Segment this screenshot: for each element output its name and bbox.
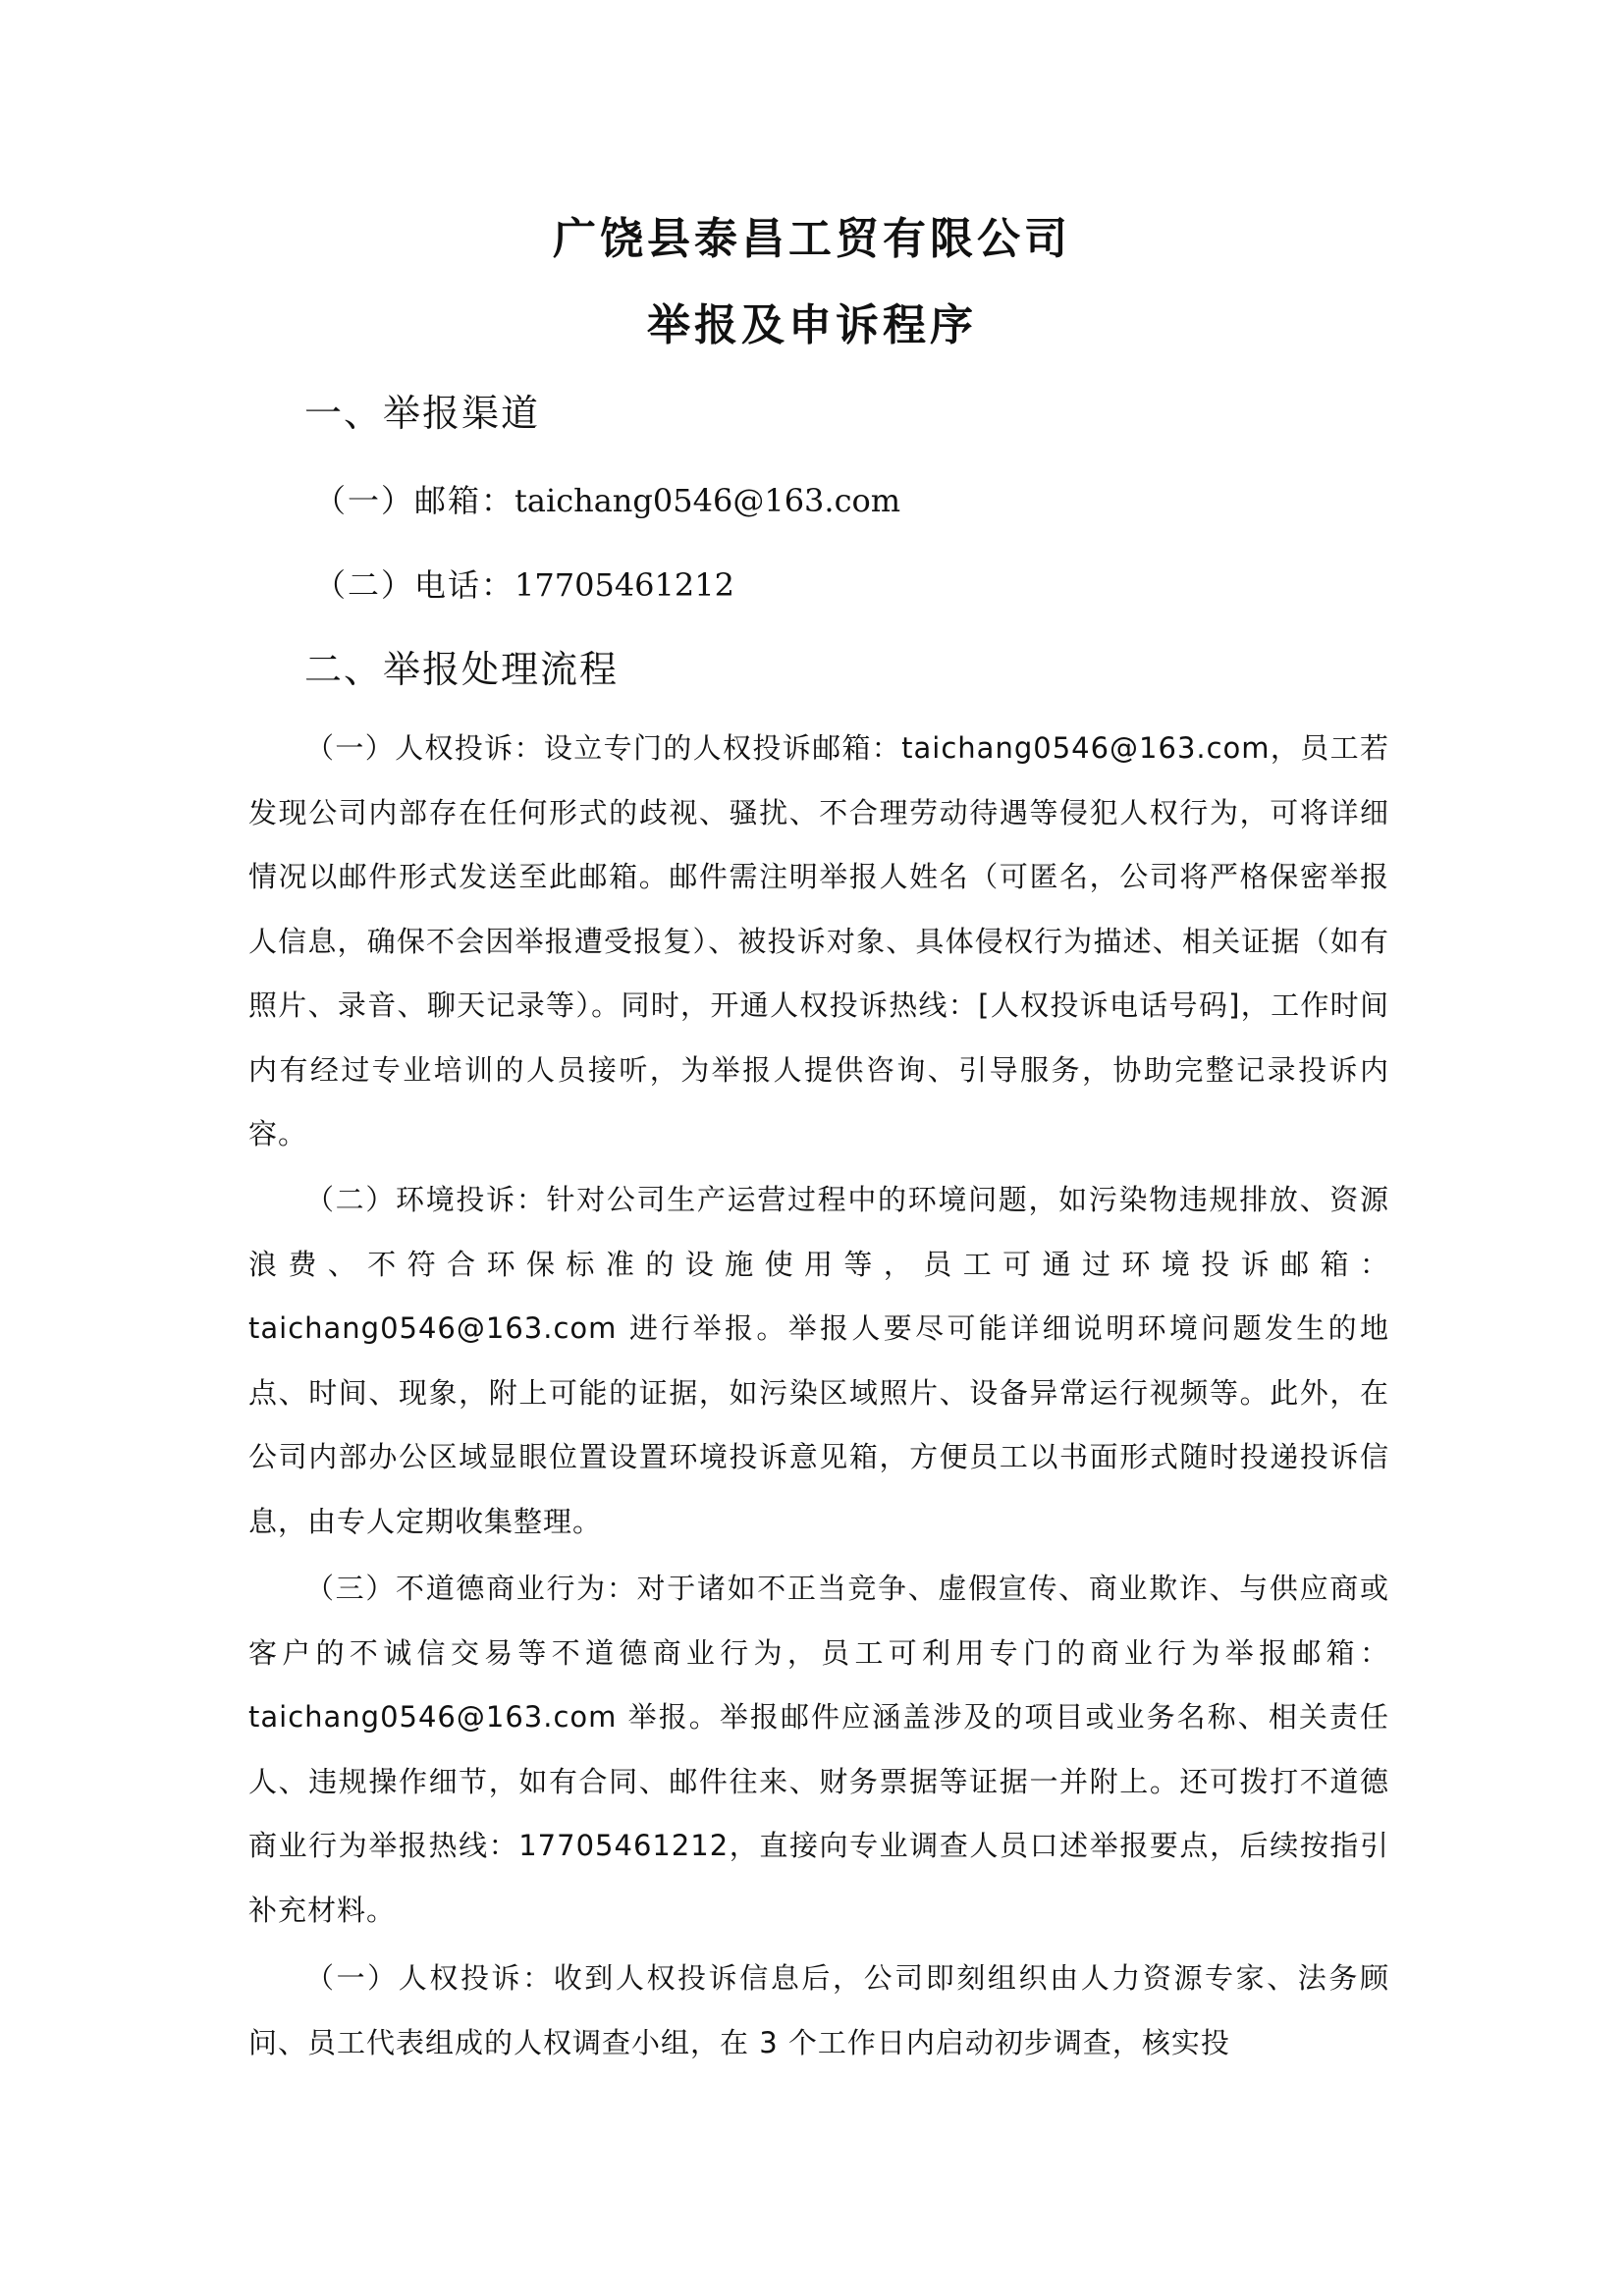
email-value: taichang0546@163.com	[514, 482, 901, 519]
paragraph-human-rights-investigation: （一）人权投诉：收到人权投诉信息后，公司即刻组织由人力资源专家、法务顾问、员工代表组成的人权调查小组，在 3 个工作日内启动初步调查，核实投	[248, 1961, 1389, 2059]
paragraph-unethical-business-conduct: （三）不道德商业行为：对于诸如不正当竞争、虚假宣传、商业欺诈、与供应商或客户的不诚信交易等不道德商业行为，员工可利用专门的商业行为举报邮箱：taichang0546@163.com 举报。举报邮件应涵盖涉及的项目或业务名称、相关责任人、违规操作细节，如有合同、邮件往来、财务票据等证据一并附上。还可拨打不道德商业行为举报热线：17705461212，直接向专业调查人员口述举报要点，后续按指引补充材料。	[248, 1572, 1389, 1927]
paragraph-environmental-complaint: （二）环境投诉：针对公司生产运营过程中的环境问题，如污染物违规排放、资源浪费、不符合环保标准的设施使用等，员工可通过环境投诉邮箱：taichang0546@163.com 进行举报。举报人要尽可能详细说明环境问题发生的地点、时间、现象，附上可能的证据，如污染区域照片、设备异常运行视频等。此外，在公司内部办公区域显眼位置设置环境投诉意见箱，方便员工以书面形式随时投递投诉信息，由专人定期收集整理。	[248, 1183, 1389, 1538]
section-heading-reporting-channels: 一、举报渠道	[304, 392, 541, 435]
paragraph-human-rights-complaint: （一）人权投诉：设立专门的人权投诉邮箱：taichang0546@163.com，员工若发现公司内部存在任何形式的歧视、骚扰、不合理劳动待遇等侵犯人权行为，可将详细情况以邮件形式发送至此邮箱。邮件需注明举报人姓名（可匿名，公司将严格保密举报人信息，确保不会因举报遭受报复）、被投诉对象、具体侵权行为描述、相关证据（如有照片、录音、聊天记录等）。同时，开通人权投诉热线：[人权投诉电话号码]，工作时间内有经过专业培训的人员接听，为举报人提供咨询、引导服务，协助完整记录投诉内容。	[248, 731, 1389, 1150]
section-heading-handling-process: 二、举报处理流程	[304, 648, 620, 691]
phone-contact	[314, 561, 734, 610]
document-title: 广饶县泰昌工贸有限公司	[553, 214, 1071, 264]
phone-label: （二）电话：	[314, 566, 515, 604]
email-label: （一）邮箱：	[314, 482, 515, 519]
document-subtitle: 举报及申诉程序	[647, 300, 977, 350]
phone-value: 17705461212	[514, 566, 734, 604]
email-contact	[314, 476, 900, 525]
